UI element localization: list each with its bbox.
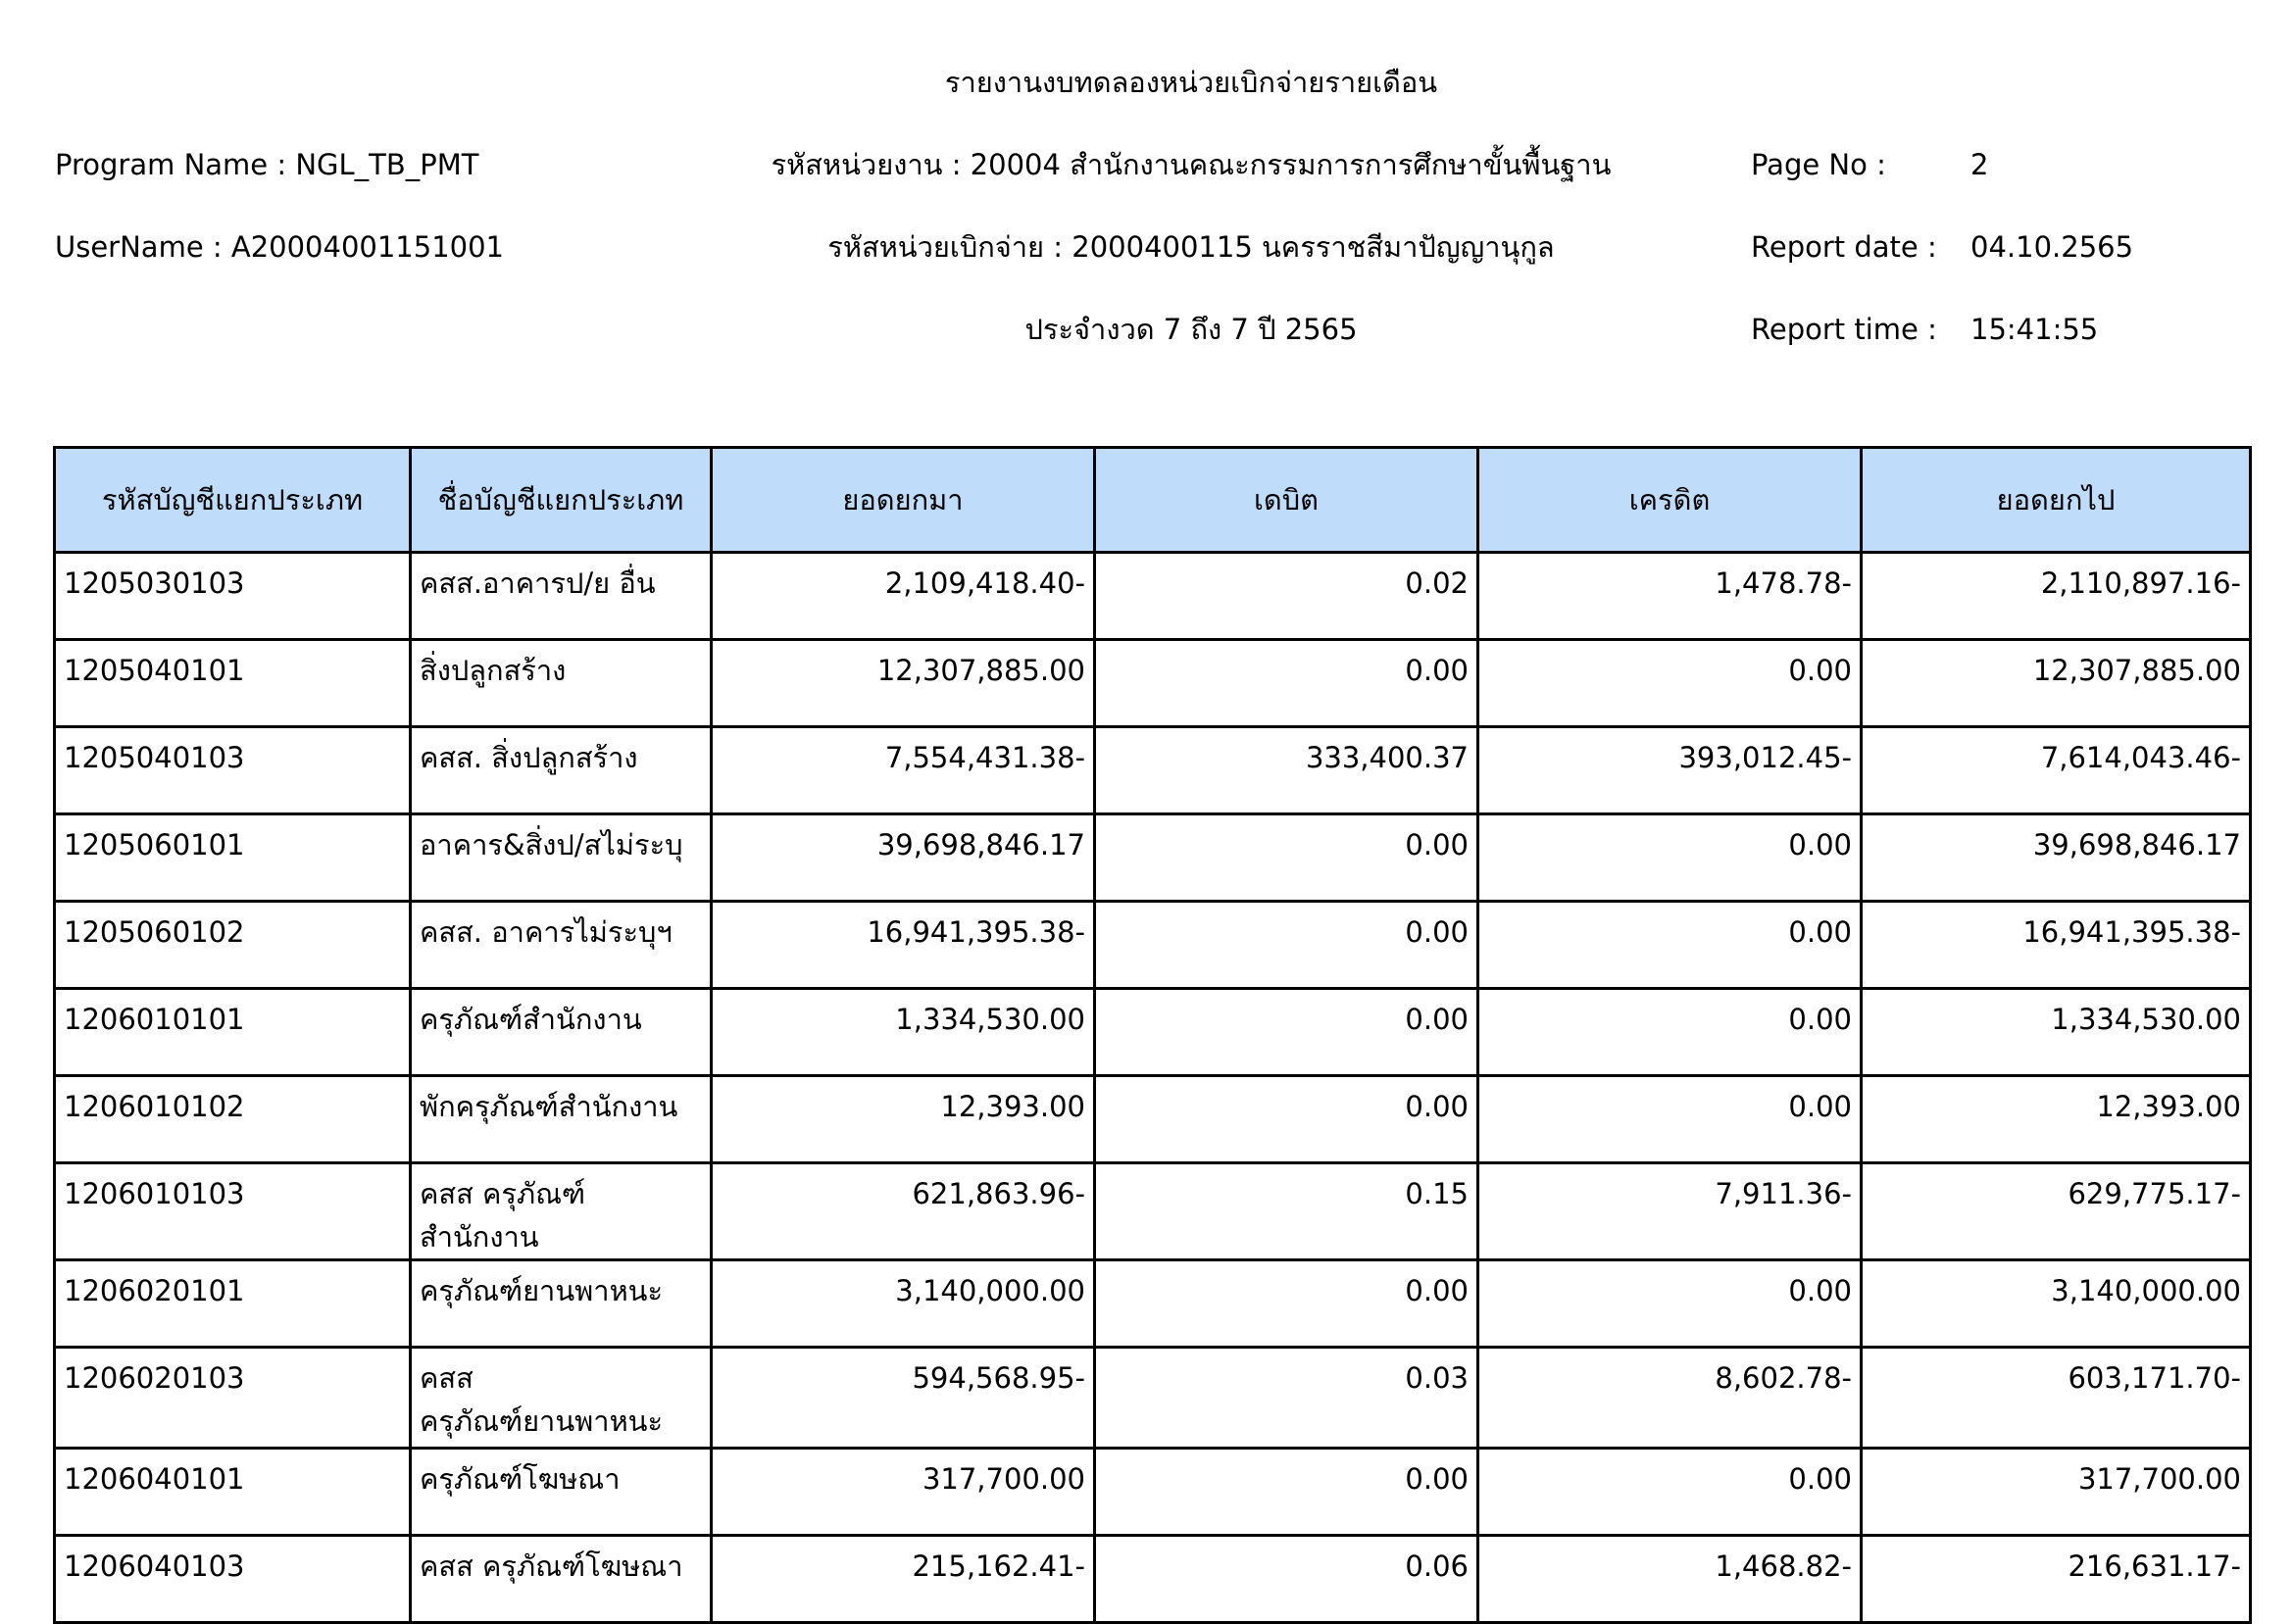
disbursing-unit: รหัสหน่วยเบิกจ่าย : 2000400115 นครราชสีมาปัญญานุกูล: [827, 230, 1555, 264]
account-name: พักครุภัณฑ์สำนักงาน: [411, 1076, 712, 1163]
brought-forward: 2,109,418.40-: [712, 553, 1095, 640]
carried-forward: 603,171.70-: [1862, 1348, 2251, 1449]
table-row: [55, 553, 2251, 640]
brought-forward: 16,941,395.38-: [712, 902, 1095, 989]
table-row: [55, 1163, 2251, 1260]
trial-balance-table: [53, 446, 2252, 1624]
debit: 0.00: [1095, 814, 1478, 902]
account-name: คสส ครุภัณฑ์โฆษณา: [411, 1536, 712, 1623]
brought-forward: 39,698,846.17: [712, 814, 1095, 902]
table-row: [55, 1076, 2251, 1163]
account-name: ครุภัณฑ์สำนักงาน: [411, 989, 712, 1076]
debit: 0.00: [1095, 1449, 1478, 1536]
carried-forward: 216,631.17-: [1862, 1536, 2251, 1623]
account-code: 1205060101: [55, 814, 411, 902]
credit: 7,911.36-: [1478, 1163, 1862, 1260]
username: UserName : A20004001151001: [55, 230, 505, 264]
debit: 0.00: [1095, 640, 1478, 727]
col-header-account-code: รหัสบัญชีแยกประเภท: [55, 448, 411, 553]
carried-forward: 2,110,897.16-: [1862, 553, 2251, 640]
account-code: 1205040101: [55, 640, 411, 727]
report-title: รายงานงบทดลองหน่วยเบิกจ่ายรายเดือน: [944, 66, 1438, 99]
account-code: 1206020103: [55, 1348, 411, 1449]
credit: 0.00: [1478, 1076, 1862, 1163]
account-name: สิ่งปลูกสร้าง: [411, 640, 712, 727]
account-code: 1206010101: [55, 989, 411, 1076]
account-code: 1205060102: [55, 902, 411, 989]
credit: 8,602.78-: [1478, 1348, 1862, 1449]
debit: 0.06: [1095, 1536, 1478, 1623]
brought-forward: 12,393.00: [712, 1076, 1095, 1163]
page-no-value: 2: [1970, 148, 1989, 181]
account-name: อาคาร&สิ่งป/สไม่ระบุ: [411, 814, 712, 902]
report-date-label: Report date :: [1751, 230, 1937, 264]
col-header-account-name: ชื่อบัญชีแยกประเภท: [411, 448, 712, 553]
table-row: [55, 640, 2251, 727]
debit: 0.03: [1095, 1348, 1478, 1449]
carried-forward: 317,700.00: [1862, 1449, 2251, 1536]
carried-forward: 16,941,395.38-: [1862, 902, 2251, 989]
credit: 0.00: [1478, 1260, 1862, 1348]
table-row: [55, 989, 2251, 1076]
credit: 0.00: [1478, 902, 1862, 989]
debit: 0.00: [1095, 902, 1478, 989]
col-header-brought-forward: ยอดยกมา: [712, 448, 1095, 553]
report-date-value: 04.10.2565: [1970, 230, 2134, 264]
account-name: คสส. สิ่งปลูกสร้าง: [411, 727, 712, 814]
table-row: [55, 1449, 2251, 1536]
account-name: คสส.อาคารป/ย อื่น: [411, 553, 712, 640]
carried-forward: 3,140,000.00: [1862, 1260, 2251, 1348]
debit: 0.02: [1095, 553, 1478, 640]
page-no-label: Page No :: [1751, 148, 1886, 181]
credit: 0.00: [1478, 1449, 1862, 1536]
credit: 393,012.45-: [1478, 727, 1862, 814]
col-header-credit: เครดิต: [1478, 448, 1862, 553]
account-code: 1206010103: [55, 1163, 411, 1260]
credit: 0.00: [1478, 814, 1862, 902]
account-name: ครุภัณฑ์โฆษณา: [411, 1449, 712, 1536]
account-code: 1206020101: [55, 1260, 411, 1348]
debit: 333,400.37: [1095, 727, 1478, 814]
table-row: [55, 1536, 2251, 1623]
carried-forward: 12,307,885.00: [1862, 640, 2251, 727]
carried-forward: 629,775.17-: [1862, 1163, 2251, 1260]
carried-forward: 1,334,530.00: [1862, 989, 2251, 1076]
carried-forward: 12,393.00: [1862, 1076, 2251, 1163]
account-code: 1205030103: [55, 553, 411, 640]
account-name: คสส ครุภัณฑ์สำนักงาน: [411, 1163, 712, 1260]
account-name: คสส. อาคารไม่ระบุฯ: [411, 902, 712, 989]
table-header-row: [55, 448, 2251, 553]
debit: 0.00: [1095, 989, 1478, 1076]
debit: 0.00: [1095, 1260, 1478, 1348]
col-header-debit: เดบิต: [1095, 448, 1478, 553]
credit: 0.00: [1478, 989, 1862, 1076]
brought-forward: 594,568.95-: [712, 1348, 1095, 1449]
table-row: [55, 814, 2251, 902]
account-code: 1205040103: [55, 727, 411, 814]
table-row: [55, 727, 2251, 814]
credit: 0.00: [1478, 640, 1862, 727]
brought-forward: 12,307,885.00: [712, 640, 1095, 727]
table-row: [55, 1348, 2251, 1449]
account-code: 1206010102: [55, 1076, 411, 1163]
account-code: 1206040103: [55, 1536, 411, 1623]
agency-code: รหัสหน่วยงาน : 20004 สำนักงานคณะกรรมการการศึกษาขั้นพื้นฐาน: [771, 148, 1612, 181]
debit: 0.15: [1095, 1163, 1478, 1260]
table-row: [55, 902, 2251, 989]
account-name: ครุภัณฑ์ยานพาหนะ: [411, 1260, 712, 1348]
period: ประจำงวด 7 ถึง 7 ปี 2565: [1024, 313, 1358, 346]
brought-forward: 621,863.96-: [712, 1163, 1095, 1260]
carried-forward: 39,698,846.17: [1862, 814, 2251, 902]
brought-forward: 1,334,530.00: [712, 989, 1095, 1076]
credit: 1,478.78-: [1478, 553, 1862, 640]
col-header-carried-forward: ยอดยกไป: [1862, 448, 2251, 553]
account-name: คสส ครุภัณฑ์ยานพาหนะ: [411, 1348, 712, 1449]
account-code: 1206040101: [55, 1449, 411, 1536]
carried-forward: 7,614,043.46-: [1862, 727, 2251, 814]
program-name: Program Name : NGL_TB_PMT: [55, 148, 479, 181]
report-time-label: Report time :: [1751, 313, 1937, 346]
report-time-value: 15:41:55: [1970, 313, 2099, 346]
table-row: [55, 1260, 2251, 1348]
brought-forward: 317,700.00: [712, 1449, 1095, 1536]
credit: 1,468.82-: [1478, 1536, 1862, 1623]
brought-forward: 215,162.41-: [712, 1536, 1095, 1623]
debit: 0.00: [1095, 1076, 1478, 1163]
brought-forward: 7,554,431.38-: [712, 727, 1095, 814]
brought-forward: 3,140,000.00: [712, 1260, 1095, 1348]
